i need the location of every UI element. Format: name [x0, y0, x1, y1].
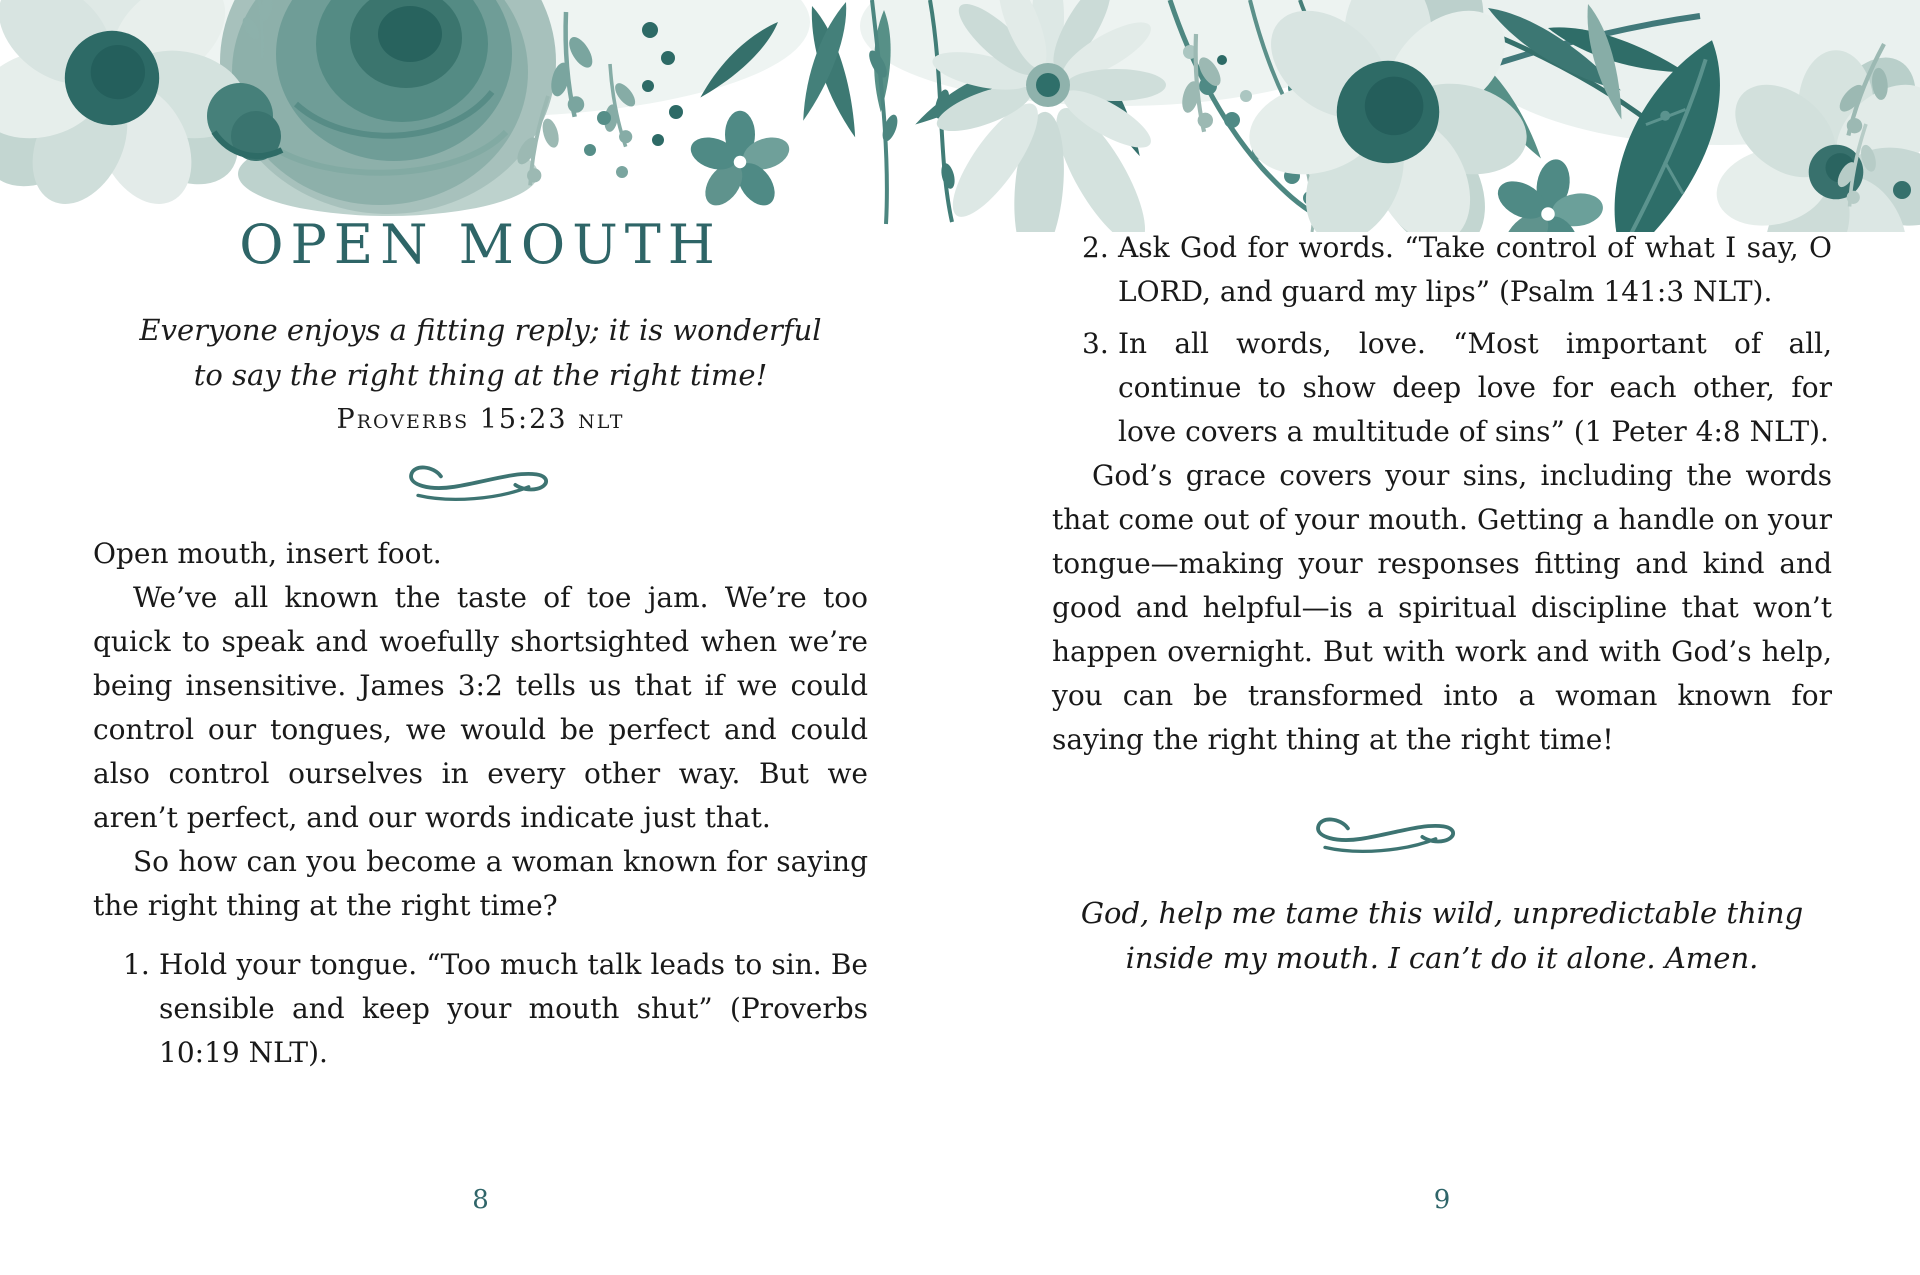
page-number: 8	[472, 1185, 489, 1215]
body-paragraph: We’ve all known the taste of toe jam. We’re too quick to speak and woefully shortsighted when we’re being insensitive. James 3:2 tells us that if we could control our tongues, we would be perfect and could also control ourselves in every other way. But we aren’t perfect, and our words indicate just that.	[93, 581, 868, 834]
epigraph-reference: Proverbs 15:23 nlt	[336, 404, 625, 435]
epigraph-line: Everyone enjoys a fitting reply; it is wonderful	[139, 313, 822, 347]
list-text: Ask God for words. “Take control of what I say, O LORD, and guard my lips” (Psalm 141:3 NLT).	[1118, 231, 1832, 308]
page-left	[93, 0, 868, 1275]
numbered-list-item	[1052, 226, 1832, 314]
list-number: 3.	[1082, 327, 1109, 360]
list-number: 2.	[1082, 231, 1109, 264]
chapter-title: OPEN MOUTH	[239, 213, 722, 276]
page-number: 9	[1433, 1185, 1451, 1215]
list-text: In all words, love. “Most important of all, continue to show deep love for each other, for love covers a multitude of sins” (1 Peter 4:8 NLT).	[1118, 327, 1832, 448]
list-text: Hold your tongue. “Too much talk leads to sin. Be sensible and keep your mouth shut” (Proverbs 10:19 NLT).	[159, 948, 868, 1069]
epigraph	[93, 308, 868, 442]
right-page-body	[1052, 226, 1832, 762]
flourish-ornament-icon	[402, 462, 560, 504]
page-right	[1052, 0, 1832, 1275]
prayer-line: God, help me tame this wild, unpredictable thing	[1080, 896, 1804, 930]
flourish-ornament-icon	[1309, 814, 1467, 856]
body-paragraph: Open mouth, insert foot.	[93, 537, 442, 570]
numbered-list-item	[1052, 322, 1832, 454]
numbered-list-item	[93, 943, 868, 1075]
closing-prayer	[1052, 891, 1832, 981]
body-paragraph: God’s grace covers your sins, including the words that come out of your mouth. Getting a handle on your tongue—making your responses fitting and kind and good and helpful—is a spiritual discipline that won’t happen overnight. But with work and with God’s help, you can be transformed into a woman known for saying the right thing at the right time!	[1052, 459, 1832, 756]
left-page-body	[93, 532, 868, 1075]
prayer-line: inside my mouth. I can’t do it alone. Amen.	[1125, 941, 1759, 975]
body-paragraph: So how can you become a woman known for saying the right thing at the right time?	[93, 845, 868, 922]
epigraph-line: to say the right thing at the right time!	[193, 358, 768, 392]
list-number: 1.	[123, 948, 150, 981]
